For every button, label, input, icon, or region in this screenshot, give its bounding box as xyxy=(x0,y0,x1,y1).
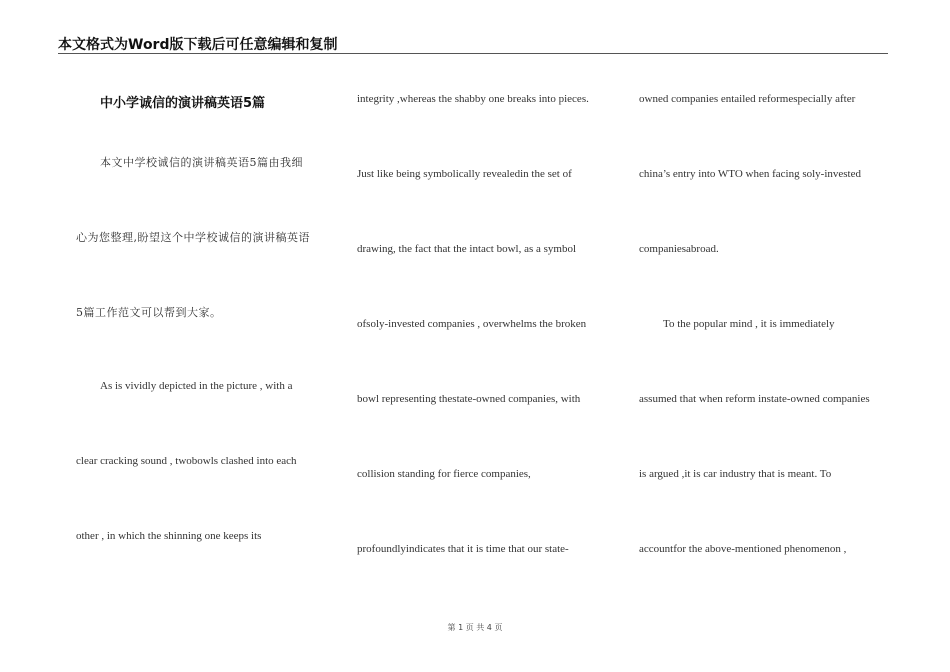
paragraph-line: china’s entry into WTO when facing soly-invested xyxy=(639,168,861,180)
paragraph-line: profoundlyindicates that it is time that our state- xyxy=(357,543,569,555)
paragraph-line: accountfor the above-mentioned phenomenon , xyxy=(639,543,847,555)
paragraph-line: 5篇工作范文可以帮到大家。 xyxy=(76,306,222,319)
paragraph-line: collision standing for fierce companies, xyxy=(357,468,531,480)
paragraph-line: clear cracking sound , twobowls clashed into each xyxy=(76,455,297,467)
paragraph-line: 本文中学校诚信的演讲稿英语5篇由我细 xyxy=(100,156,303,169)
page-header: 本文格式为Word版下载后可任意编辑和复制 xyxy=(58,37,338,53)
paragraph-line: integrity ,whereas the shabby one breaks into pieces. xyxy=(357,93,589,105)
paragraph-line: bowl representing thestate-owned companies, with xyxy=(357,393,581,405)
text-column-3 xyxy=(639,0,899,672)
paragraph-line: 心为您整理,盼望这个中学校诚信的演讲稿英语 xyxy=(76,231,310,244)
paragraph-line: drawing, the fact that the intact bowl, as a symbol xyxy=(357,243,577,255)
text-column-2 xyxy=(357,0,617,672)
text-column-1 xyxy=(76,0,336,672)
paragraph-line: Just like being symbolically revealedin the set of xyxy=(357,168,572,180)
paragraph-line: other , in which the shinning one keeps its xyxy=(76,530,262,542)
page-number-footer: 第 1 页 共 4 页 xyxy=(447,623,503,632)
paragraph-line: owned companies entailed reformespecially after xyxy=(639,93,856,105)
paragraph-line: As is vividly depicted in the picture , with a xyxy=(100,380,293,392)
document-title: 中小学诚信的演讲稿英语5篇 xyxy=(100,96,266,111)
paragraph-line: is argued ,it is car industry that is meant. To xyxy=(639,468,832,480)
paragraph-line: To the popular mind , it is immediately xyxy=(663,318,835,330)
paragraph-line: assumed that when reform instate-owned companies xyxy=(639,393,870,405)
paragraph-line: ofsoly-invested companies , overwhelms the broken xyxy=(357,318,587,330)
paragraph-line: companiesabroad. xyxy=(639,243,719,255)
